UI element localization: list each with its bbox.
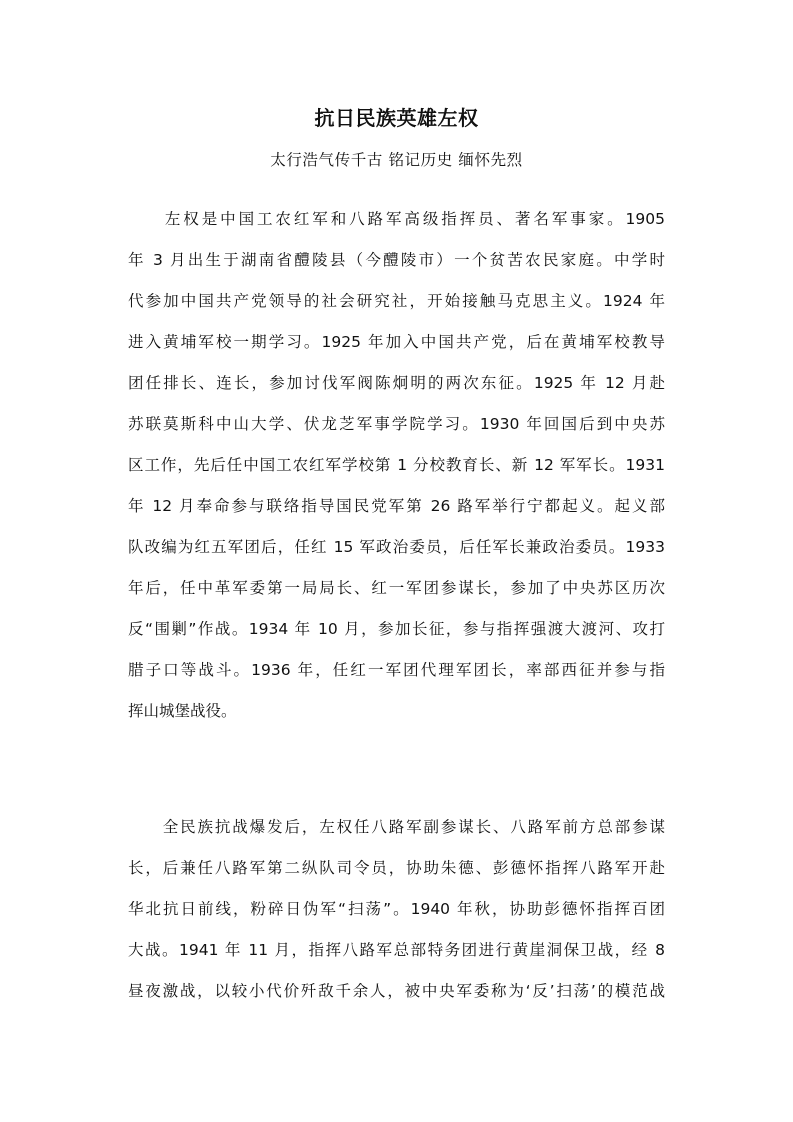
paragraph-line: 长，后兼任八路军第二纵队司令员，协助朱德、彭德怀指挥八路军开赴 (128, 859, 665, 877)
document-subtitle: 太行浩气传千古 铭记历史 缅怀先烈 (270, 151, 523, 169)
paragraph-line: 年 12 月奉命参与联络指导国民党军第 26 路军举行宁都起义。起义部 (128, 497, 665, 515)
paragraph-line: 全民族抗战爆发后，左权任八路军副参谋长、八路军前方总部参谋 (128, 818, 665, 836)
paragraph-line: 进入黄埔军校一期学习。1925 年加入中国共产党，后在黄埔军校教导 (128, 333, 665, 351)
paragraph-line: 挥山城堡战役。 (128, 702, 237, 720)
paragraph-line: 昼夜激战，以较小代价歼敌千余人，被中央军委称为‘反’扫荡’的模范战 (128, 982, 665, 1000)
paragraph-line: 年 3 月出生于湖南省醴陵县（今醴陵市）一个贫苦农民家庭。中学时 (128, 251, 665, 269)
paragraph-line: 团任排长、连长，参加讨伐军阀陈炯明的两次东征。1925 年 12 月赴 (128, 374, 665, 392)
paragraph-line: 年后，任中革军委第一局局长、红一军团参谋长，参加了中央苏区历次 (128, 579, 665, 597)
paragraph-line: 区工作，先后任中国工农红军学校第 1 分校教育长、新 12 军军长。1931 (128, 456, 665, 474)
paragraph-line: 华北抗日前线，粉碎日伪军“扫荡”。1940 年秋，协助彭德怀指挥百团 (128, 900, 665, 918)
paragraph-line: 反“围剿”作战。1934 年 10 月，参加长征，参与指挥强渡大渡河、攻打 (128, 620, 665, 638)
paragraph-line: 队改编为红五军团后，任红 15 军政治委员，后任军长兼政治委员。1933 (128, 538, 665, 556)
document-title: 抗日民族英雄左权 (314, 106, 479, 130)
paragraph-line: 腊子口等战斗。1936 年，任红一军团代理军团长，率部西征并参与指 (128, 661, 665, 679)
paragraph-line: 左权是中国工农红军和八路军高级指挥员、著名军事家。1905 (128, 210, 665, 228)
paragraph-line: 苏联莫斯科中山大学、伏龙芝军事学院学习。1930 年回国后到中央苏 (128, 415, 665, 433)
paragraph-line: 大战。1941 年 11 月，指挥八路军总部特务团进行黄崖洞保卫战，经 8 (128, 941, 665, 959)
paragraph-line: 代参加中国共产党领导的社会研究社，开始接触马克思主义。1924 年 (128, 292, 665, 310)
